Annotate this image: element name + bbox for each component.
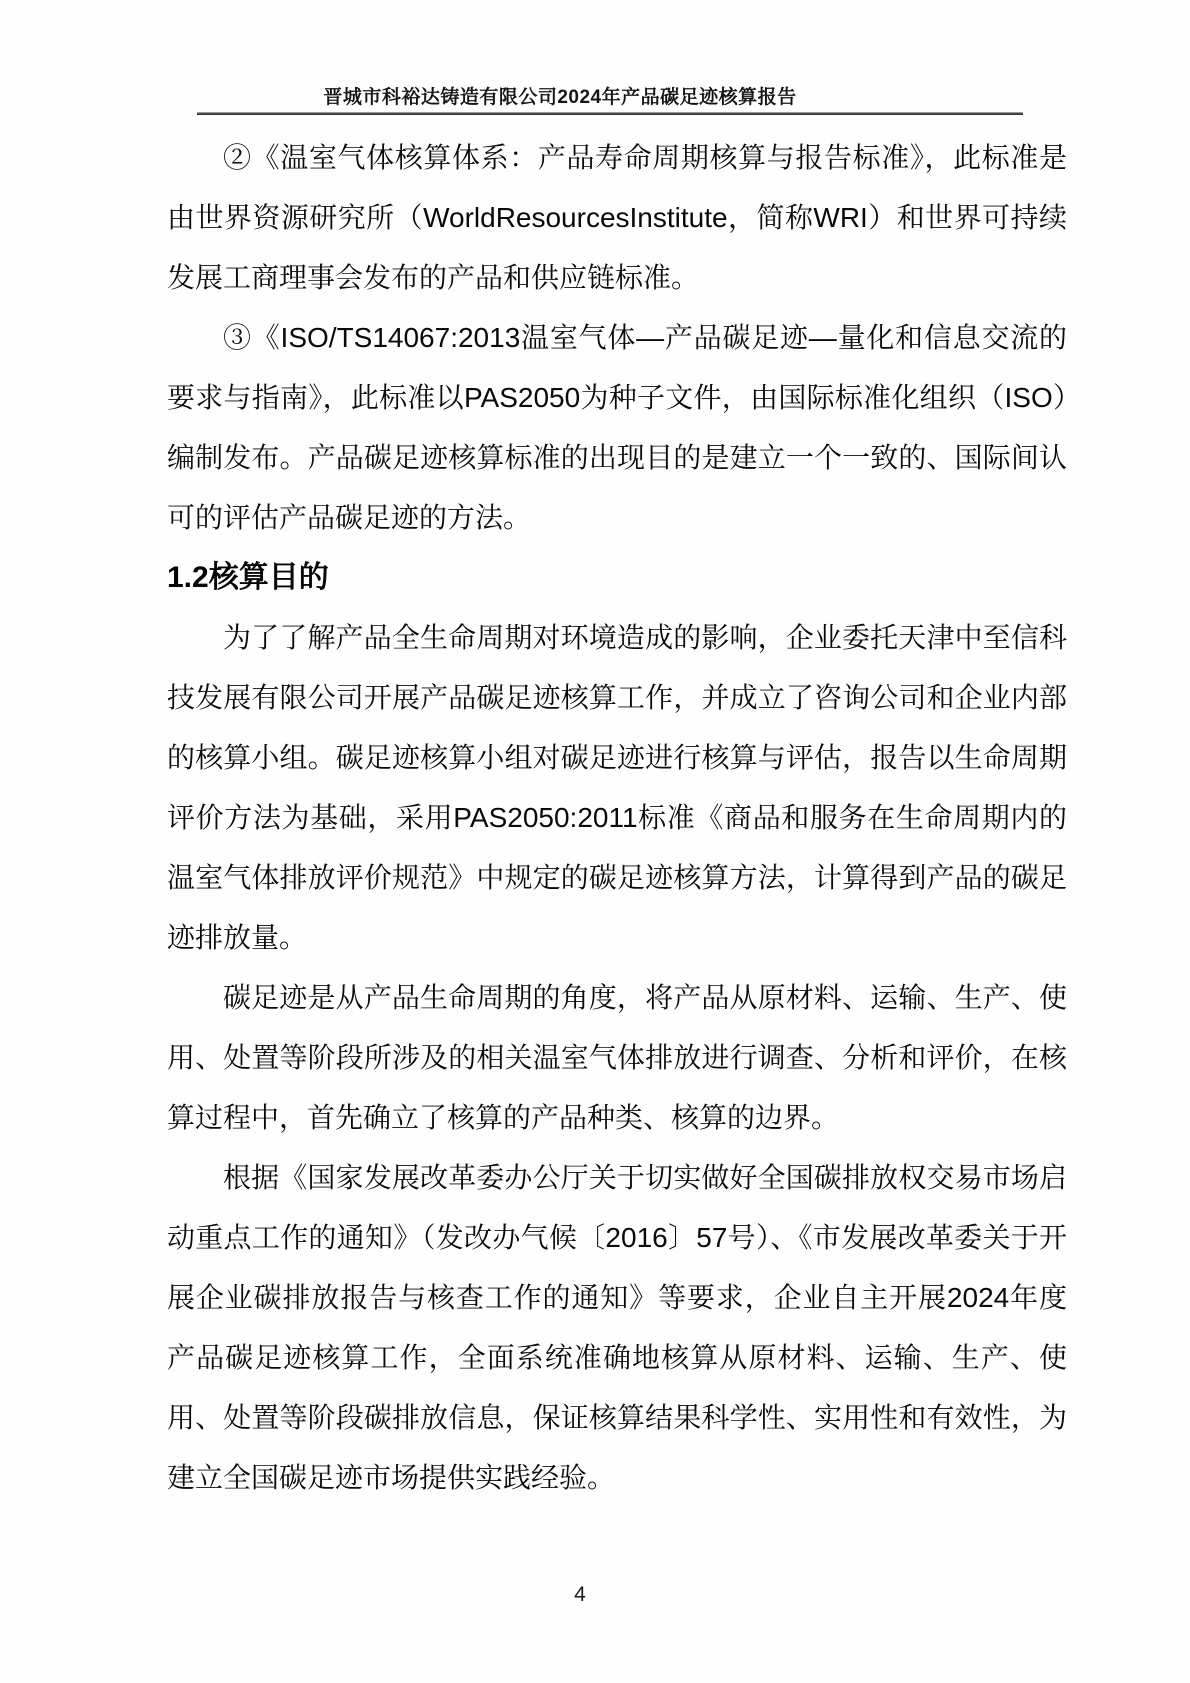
page-footer (0, 1583, 1160, 1607)
paragraph-iso-ts14067-standard: ③《ISO/TS14067:2013温室气体—产品碳足迹—量化和信息交流的要求与指南》，此标准以PAS2050为种子文件，由国际标准化组织（ISO）编制发布。产品碳足迹核算标准的出现目的是建立一个一致的、国际间认可的评估产品碳足迹的方法。 (167, 322, 1067, 533)
paragraph-policy-basis: 根据《国家发展改革委办公厅关于切实做好全国碳排放权交易市场启动重点工作的通知》（发改办气候〔2016〕57号）、《市发展改革委关于开展企业碳排放报告与核查工作的通知》等要求，企业自主开展2024年度产品碳足迹核算工作，全面系统准确地核算从原材料、运输、生产、使用、处置等阶段碳排放信息，保证核算结果科学性、实用性和有效性，为建立全国碳足迹市场提供实践经验。 (167, 1162, 1067, 1493)
page-number: 4 (574, 1583, 586, 1606)
paragraph-accounting-purpose: 为了了解产品全生命周期对环境造成的影响，企业委托天津中至信科技发展有限公司开展产品碳足迹核算工作，并成立了咨询公司和企业内部的核算小组。碳足迹核算小组对碳足迹进行核算与评估，报告以生命周期评价方法为基础，采用PAS2050:2011标准《商品和服务在生命周期内的温室气体排放评价规范》中规定的碳足迹核算方法，计算得到产品的碳足迹排放量。 (167, 622, 1067, 953)
header-rule-divider (197, 112, 1023, 115)
paragraph-carbon-footprint-scope: 碳足迹是从产品生命周期的角度，将产品从原材料、运输、生产、使用、处置等阶段所涉及的相关温室气体排放进行调查、分析和评价，在核算过程中，首先确立了核算的产品种类、核算的边界。 (167, 982, 1067, 1133)
paragraph-ghg-protocol-standard: ②《温室气体核算体系：产品寿命周期核算与报告标准》，此标准是由世界资源研究所（WorldResourcesInstitute，简称WRI）和世界可持续发展工商理事会发布的产品和供应链标准。 (167, 142, 1067, 293)
section-heading-1-2-accounting-purpose: 1.2核算目的 (167, 561, 329, 594)
document-body (167, 128, 1067, 1508)
page-header-title: 晋城市科裕达铸造有限公司2024年产品碳足迹核算报告 (323, 87, 797, 108)
page-header (0, 82, 1120, 109)
